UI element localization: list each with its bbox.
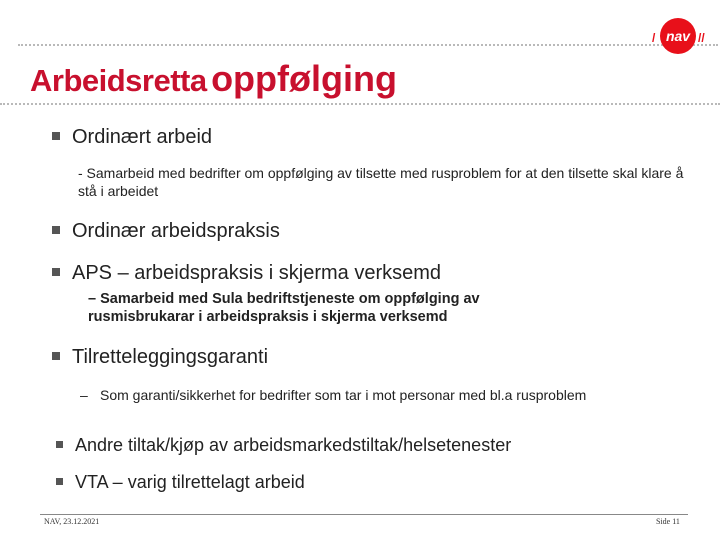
footer-divider [40,514,688,515]
bullet-label: Ordinært arbeid [72,126,213,148]
square-bullet-icon [52,226,60,234]
top-dotted-divider [18,44,718,46]
sub-text: - Samarbeid med bedrifter om oppfølging av tilsette med rusproblem for at den tilsette skal klare å stå i arbeidet [78,165,684,199]
square-bullet-icon [56,478,63,485]
bullet-label: VTA – varig tilrettelagt arbeid [75,472,305,492]
title-part-1: Arbeidsretta [30,63,207,98]
bullet-label: Ordinær arbeidspraksis [72,220,280,242]
footer-page-number: Side 11 [656,517,680,526]
title-dotted-divider [0,103,720,105]
sub-text: – Samarbeid med Sula bedriftstjeneste om oppfølging av rusmisbrukarar i arbeidspraksis i skjerma verksemd [88,291,480,325]
square-bullet-icon [52,132,60,140]
bullet-label: APS – arbeidspraksis i skjerma verksemd [72,262,442,284]
bullet-ordinaert-arbeid [52,126,212,149]
svg-text://: // [698,31,705,45]
square-bullet-icon [52,352,60,360]
bullet-ordinaer-arbeidspraksis [52,220,280,243]
bullet-andre-tiltak [56,435,511,456]
bullet-label: Andre tiltak/kjøp av arbeidsmarkedstiltak/helsetenester [75,435,512,455]
sub-text: Som garanti/sikkerhet for bedrifter som tar i mot personar med bl.a rusproblem [100,387,587,403]
bullet-label: Tilretteleggingsgaranti [72,346,269,368]
svg-text:/: / [652,31,656,45]
square-bullet-icon [56,441,63,448]
bullet-vta [56,472,305,493]
nav-logo-icon [648,16,708,56]
bullet-tilretteleggingsgaranti [52,346,268,369]
footer-date: NAV, 23.12.2021 [44,517,100,526]
page-title [30,58,397,100]
logo-text: nav [665,28,691,44]
sub-dash: – [80,387,88,403]
title-part-2: oppfølging [211,58,397,99]
square-bullet-icon [52,268,60,276]
bullet-aps [52,262,441,285]
